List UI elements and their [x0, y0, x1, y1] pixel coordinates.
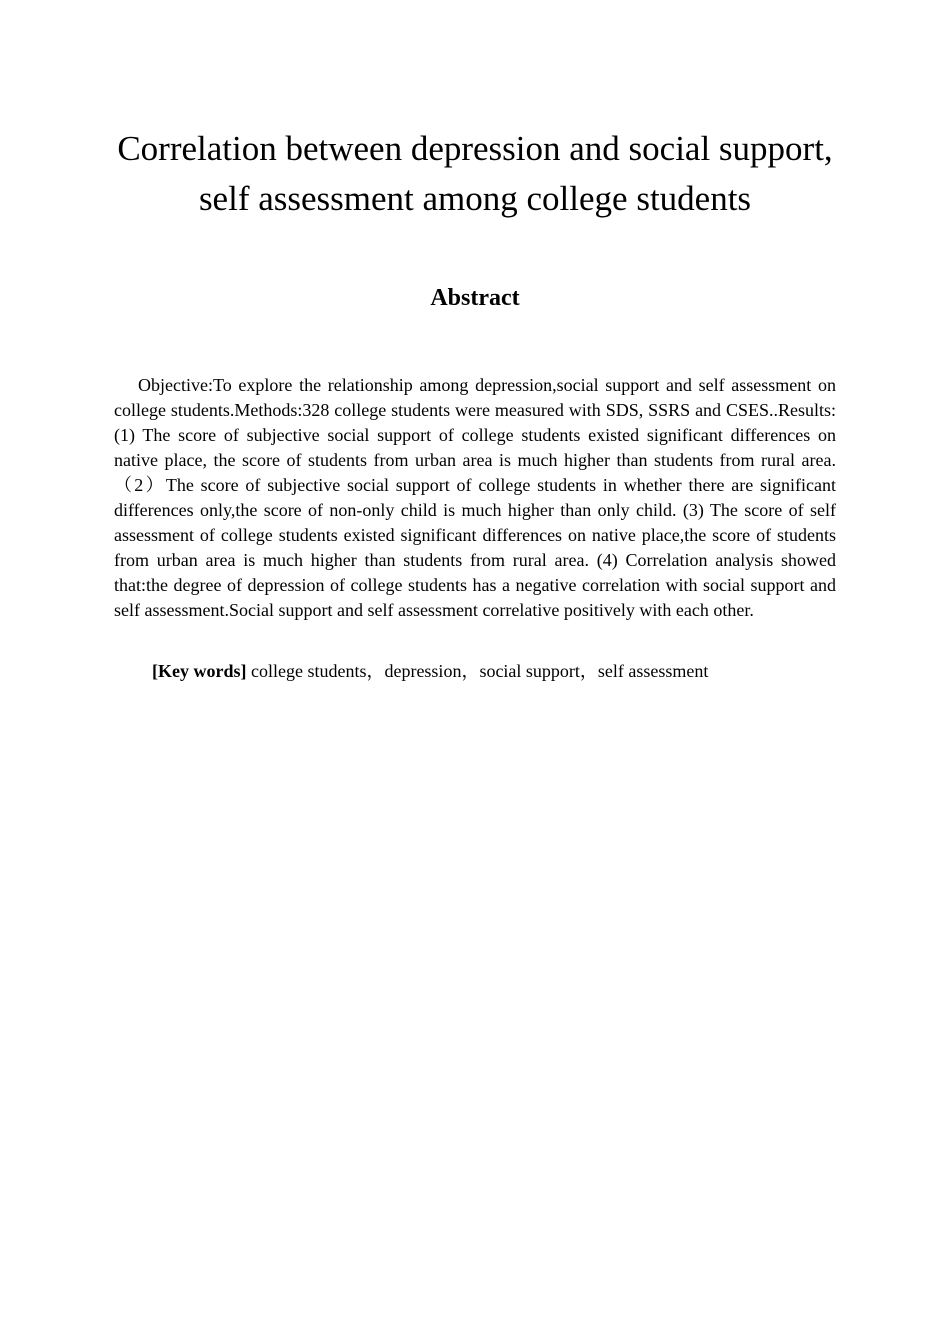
- keywords-line: [152, 659, 852, 684]
- abstract-heading: Abstract: [430, 285, 520, 311]
- page-title: [100, 124, 850, 224]
- keywords-text: college students，depression，social support，self assessment: [246, 661, 709, 681]
- title-line-2: self assessment among college students: [198, 179, 752, 218]
- abstract-body: Objective:To explore the relationship among depression,social support and self assessment on college students.Methods:328 college students were measured with SDS, SSRS and CSES..Results: (1) The score of subjective social support of college students existed significant differences on native place, the score of students from urban area is much higher than students from rural area. （2）The score of subjective social support of college students in whether there are significant differences only,the score of non-only child is much higher than only child. (3) The score of self assessment of college students existed significant differences on native place,the score of students from urban area is much higher than students from rural area. (4) Correlation analysis showed that:the degree of depression of college students has a negative correlation with social support and self assessment.Social support and self assessment correlative positively with each other.: [114, 375, 836, 620]
- keywords-label: [Key words]: [152, 661, 247, 681]
- title-line-1: Correlation between depression and social support,: [117, 129, 833, 168]
